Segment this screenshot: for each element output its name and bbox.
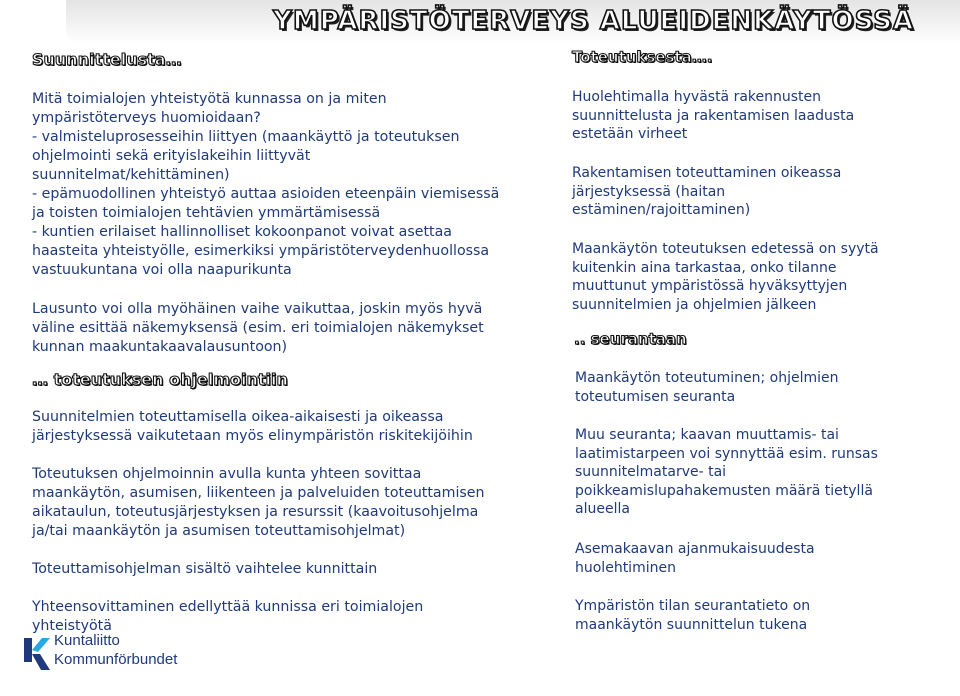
kuntaliitto-logo-icon	[20, 632, 52, 676]
heading-programming: … toteutuksen ohjelmointiin	[32, 370, 288, 389]
check-text: Maankäytön toteutuksen edetessä on syytä kuitenkin aina tarkastaa, onko tilanne muuttunut ympäristössä hyväksyttyjen suunnitelmien ja ohjelmien jälkeen	[572, 241, 879, 313]
order-text: Rakentamisen toteuttaminen oikeassa järjestyksessä (haitan estäminen/rajoittaminen)	[572, 165, 842, 219]
logo-line1: Kuntaliitto	[54, 632, 120, 649]
realisation-text: Maankäytön toteutuminen; ohjelmien toteutumisen seuranta	[575, 370, 839, 405]
planning-text: Mitä toimialojen yhteistyötä kunnassa on ja miten ympäristöterveys huomioidaan? - valmisteluprosesseihin liittyen (maankäyttö ja toteutuksen ohjelmointi sekä erityislakeihin liittyvät suunnitelmat/kehittäminen) - epämuodollinen yhteistyö auttaa asioiden eteenpäin viemisessä ja toisten toimialojen tehtävien ymmärtämisessä - kuntien erilaiset hallinnolliset kokoonpanot voivat asettaa haasteita yhteistyölle, esimerkiksi ympäristöterveydenhuollossa vastuukuntana voi olla naapurikunta	[32, 91, 500, 278]
heading-planning: Suunnittelusta…	[32, 50, 182, 69]
title-banner	[66, 0, 960, 44]
page-title: YMPÄRISTÖTERVEYS ALUEIDENKÄYTÖSSÄ	[273, 6, 915, 36]
coordination-text: Yhteensovittaminen edellyttää kunnissa eri toimialojen yhteistyötä	[32, 599, 424, 634]
timing-text: Suunnitelmien toteuttamisella oikea-aikaisesti ja oikeassa järjestyksessä vaikutetaan myös elinympäristön riskitekijöihin	[32, 409, 473, 444]
other-monitoring-text: Muu seuranta; kaavan muuttamis- tai laatimistarpeen voi synnyttää esim. runsas suunnitelmatarve- tai poikkeamislupahakemusten määrä tietyllä alueella	[575, 427, 878, 518]
heading-monitoring: .. seurantaan	[574, 330, 687, 348]
programming-text: Toteutuksen ohjelmoinnin avulla kunta yhteen sovittaa maankäytön, asumisen, liikenteen ja palveluiden toteuttamisen aikataulun, toteutusjärjestyksen ja resurssit (kaavoitusohjelma ja/tai maankäytön ja asumisen toteuttamisohjelmat)	[32, 466, 485, 539]
kuntaliitto-logo	[20, 632, 250, 688]
heading-implementation: Toteutuksesta….	[572, 48, 713, 66]
logo-line2: Kommunförbundet	[54, 651, 178, 668]
statement-text: Lausunto voi olla myöhäinen vaihe vaikuttaa, joskin myös hyvä väline esittää näkemyksensä (esim. eri toimialojen näkemykset kunnan maakuntakaavalausuntoon)	[32, 301, 484, 355]
quality-text: Huolehtimalla hyvästä rakennusten suunnittelusta ja rakentamisen laadusta estetään virheet	[572, 89, 855, 143]
uptodate-text: Asemakaavan ajanmukaisuudesta huolehtiminen	[575, 541, 815, 576]
environment-text: Ympäristön tilan seurantatieto on maankäytön suunnittelun tukena	[575, 598, 811, 633]
program-content-text: Toteuttamisohjelman sisältö vaihtelee kunnittain	[32, 561, 378, 577]
